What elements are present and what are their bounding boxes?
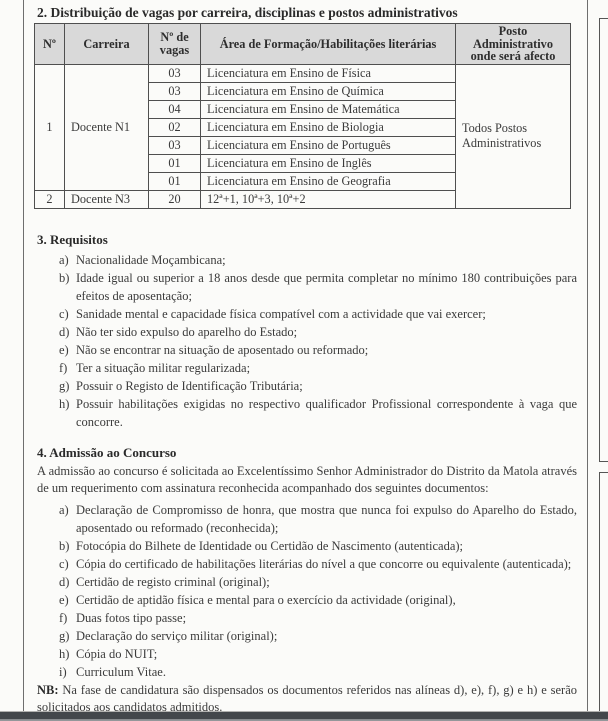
list-item <box>59 269 577 305</box>
col-header-area: Área de Formação/Habilitações literárias <box>201 24 456 65</box>
cell-vagas: 04 <box>149 100 201 118</box>
list-item <box>59 537 577 555</box>
list-item-marker: g) <box>59 628 70 643</box>
admission-documents-list <box>37 501 577 681</box>
vacancy-table <box>34 23 571 209</box>
cell-group1-num: 1 <box>35 64 65 190</box>
list-item-text: Sanidade mental e capacidade física compatível com a actividade que vai exercer; <box>76 306 486 321</box>
list-item-text: Cópia do NUIT; <box>76 646 158 661</box>
list-item-marker: c) <box>59 306 69 321</box>
col-header-numero: Nº <box>35 24 65 65</box>
list-item <box>59 663 577 681</box>
nb-note <box>37 682 577 716</box>
admission-intro: A admissão ao concurso é solicitada ao Excelentíssimo Senhor Administrador do Distrito da Matola através de um requerimento com assinatura reconhecida acompanhado dos seguintes documentos: <box>37 463 577 495</box>
list-item-marker: f) <box>59 610 68 625</box>
adjacent-page-edge-top <box>599 18 600 461</box>
section2-heading: 2. Distribuição de vagas por carreira, disciplinas e postos administrativos <box>37 5 458 20</box>
cell-area: Licenciatura em Ensino de Biologia <box>201 118 456 136</box>
list-item-text: Cópia do certificado de habilitações literárias do nível a que concorre ou equivalente (autenticada); <box>76 556 572 571</box>
page-border-left <box>23 0 24 712</box>
list-item-text: Nacionalidade Moçambicana; <box>76 252 226 267</box>
nb-label: NB: <box>37 682 59 697</box>
col-header-carreira: Carreira <box>65 24 149 65</box>
list-item-text: Fotocópia do Bilhete de Identidade ou Certidão de Nascimento (autenticada); <box>76 538 464 553</box>
list-item <box>59 305 577 323</box>
list-item-marker: g) <box>59 378 70 393</box>
cell-vagas: 02 <box>149 118 201 136</box>
adjacent-page-tick-3 <box>599 472 608 473</box>
cell-posto: Todos Postos Administrativos <box>456 64 571 208</box>
list-item <box>59 645 577 663</box>
list-item-text: Possuir o Registo de Identificação Tributária; <box>76 378 303 393</box>
list-item-marker: a) <box>59 252 69 267</box>
list-item-marker: c) <box>59 556 69 571</box>
list-item <box>59 609 577 627</box>
list-item-marker: f) <box>59 360 68 375</box>
list-item-text: Certidão de aptidão física e mental para o exercício da actividade (original), <box>76 592 456 607</box>
cell-vagas: 20 <box>149 190 201 208</box>
page-border-right <box>587 0 588 712</box>
list-item-text: Ter a situação militar regularizada; <box>76 360 251 375</box>
list-item-marker: e) <box>59 342 69 357</box>
cell-area: Licenciatura em Ensino de Inglês <box>201 154 456 172</box>
list-item-text: Não se encontrar na situação de aposentado ou reformado; <box>76 342 369 357</box>
list-item-text: Certidão de registo criminal (original); <box>76 574 270 589</box>
list-item <box>59 377 577 395</box>
col-header-vagas: Nº de vagas <box>149 24 201 65</box>
list-item-text: Declaração do serviço militar (original); <box>76 628 278 643</box>
cell-area: 12ª+1, 10ª+3, 10ª+2 <box>201 190 456 208</box>
list-item-marker: i) <box>59 664 67 679</box>
list-item <box>59 359 577 377</box>
cell-area: Licenciatura em Ensino de Matemática <box>201 100 456 118</box>
cell-group2-num: 2 <box>35 190 65 208</box>
requirements-list <box>37 251 577 431</box>
list-item <box>59 341 577 359</box>
list-item-text: Declaração de Compromisso de honra, que mostra que nunca foi expulso do Aparelho do Estado, aposentado ou reformado (reconhecida); <box>76 502 577 535</box>
cell-area: Licenciatura em Ensino de Física <box>201 64 456 82</box>
cell-vagas: 03 <box>149 136 201 154</box>
list-item-text: Curriculum Vitae. <box>76 664 166 679</box>
section3-heading: 3. Requisitos <box>37 231 108 247</box>
list-item-marker: d) <box>59 574 70 589</box>
list-item-text: Duas fotos tipo passe; <box>76 610 187 625</box>
list-item <box>59 591 577 609</box>
list-item <box>59 395 577 431</box>
list-item-marker: a) <box>59 502 69 517</box>
cell-area: Licenciatura em Ensino de Português <box>201 136 456 154</box>
cell-vagas: 03 <box>149 82 201 100</box>
list-item-text: Não ter sido expulso do aparelho do Estado; <box>76 324 298 339</box>
list-item <box>59 555 577 573</box>
list-item-marker: h) <box>59 646 70 661</box>
document-page <box>37 4 577 716</box>
cell-group2-carreira: Docente N3 <box>65 190 149 208</box>
table-header-row <box>35 24 571 65</box>
list-item <box>59 501 577 537</box>
nb-text: Na fase de candidatura são dispensados os documentos referidos nas alíneas d), e), f), g) e h) e serão solicitados aos candidatos admitidos. <box>37 682 577 714</box>
section4-heading: 4. Admissão ao Concurso <box>37 444 177 460</box>
cell-vagas: 01 <box>149 154 201 172</box>
list-item <box>59 251 577 269</box>
cell-vagas: 03 <box>149 64 201 82</box>
list-item-marker: h) <box>59 396 70 411</box>
table-row <box>35 64 571 82</box>
list-item-marker: b) <box>59 270 70 285</box>
list-item-text: Idade igual ou superior a 18 anos desde que permita completar no mínimo 180 contribuições para efeitos de aposentação; <box>76 270 577 303</box>
list-item <box>59 627 577 645</box>
cell-vagas: 01 <box>149 172 201 190</box>
adjacent-page-tick-1 <box>599 18 608 19</box>
list-item-text: Possuir habilitações exigidas no respectivo qualificador Profissional correspondente à vaga que concorre. <box>76 396 577 429</box>
list-item-marker: e) <box>59 592 69 607</box>
cell-group1-carreira: Docente N1 <box>65 64 149 190</box>
list-item <box>59 323 577 341</box>
list-item-marker: d) <box>59 324 70 339</box>
cell-area: Licenciatura em Ensino de Geografia <box>201 172 456 190</box>
adjacent-page-edge-bottom <box>599 472 600 712</box>
adjacent-page-tick-2 <box>599 461 608 462</box>
list-item <box>59 573 577 591</box>
col-header-posto: Posto Administrativo onde será afecto <box>456 24 571 65</box>
cell-area: Licenciatura em Ensino de Química <box>201 82 456 100</box>
list-item-marker: b) <box>59 538 70 553</box>
